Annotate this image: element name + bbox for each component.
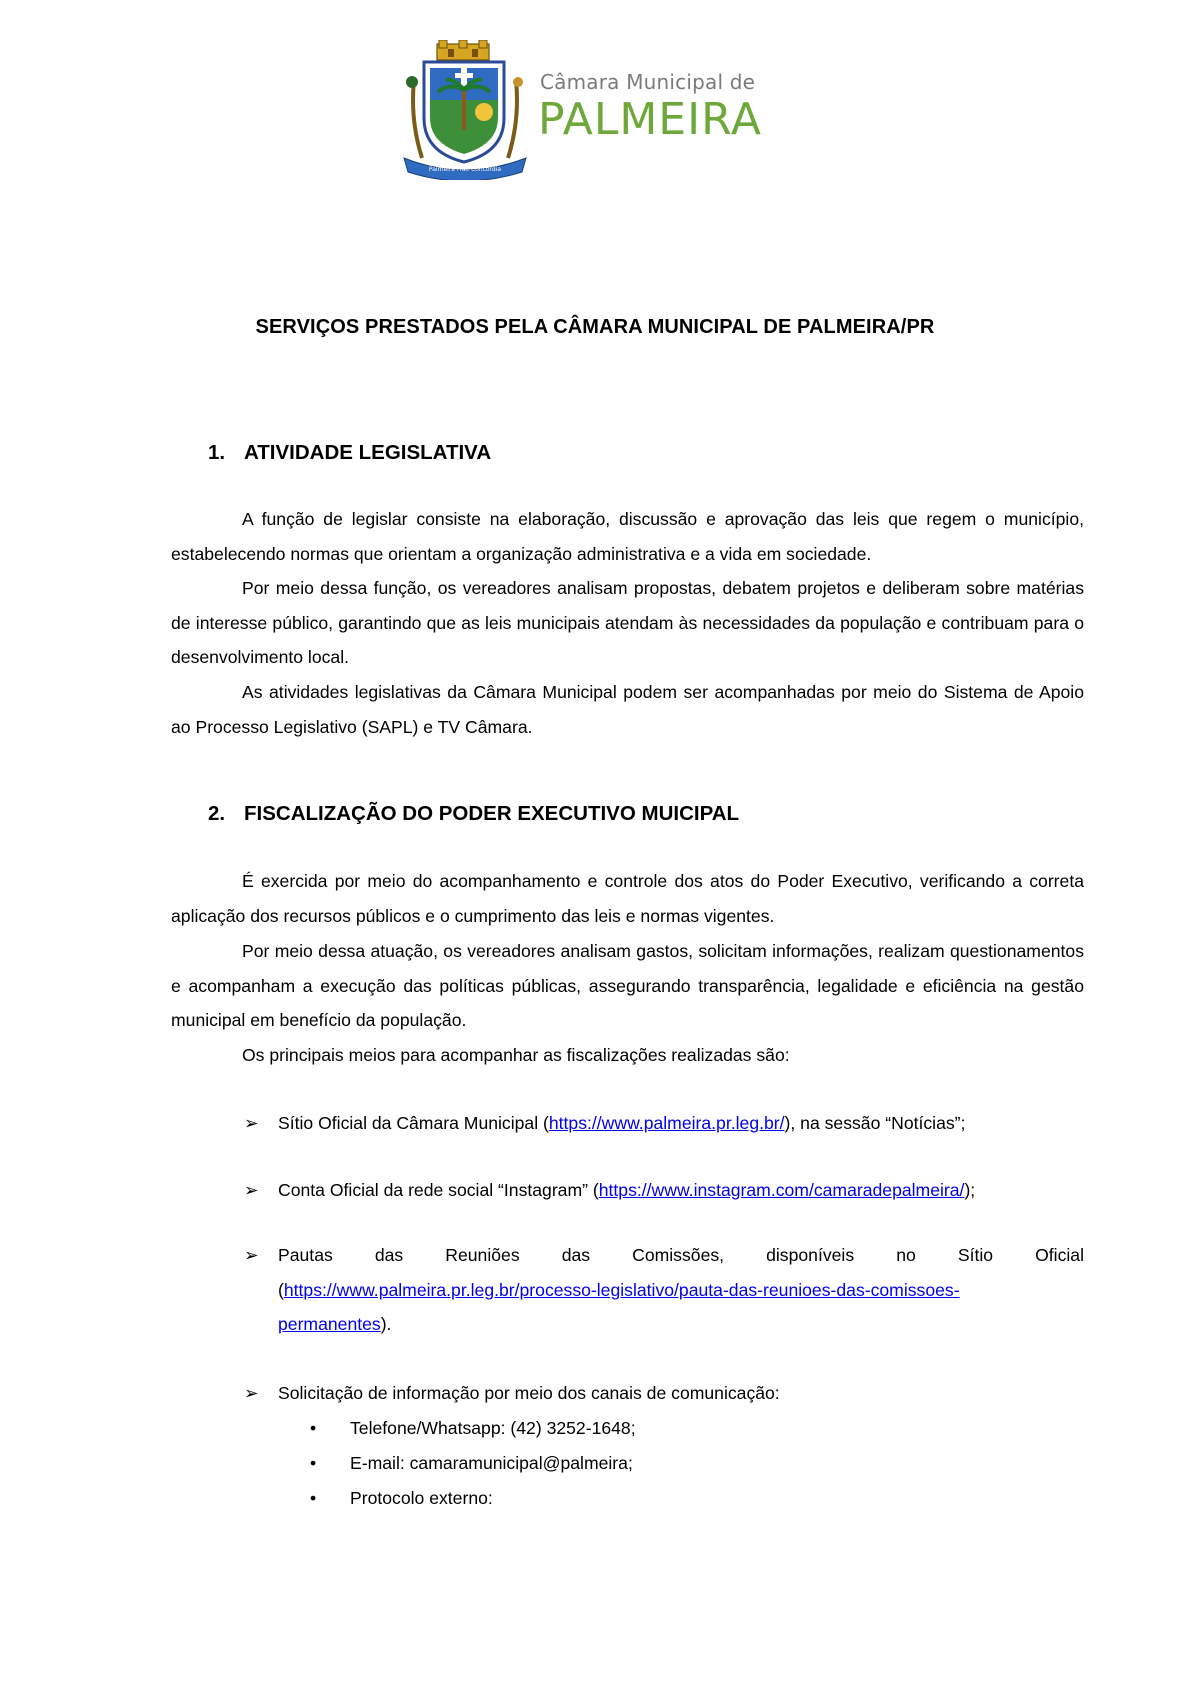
section-title: ATIVIDADE LEGISLATIVA xyxy=(244,441,492,464)
arrowhead-bullet-icon: ➢ xyxy=(244,1180,259,1200)
list-item xyxy=(244,1238,1084,1342)
list-item-text: Conta Oficial da rede social “Instagram” (https://www.instagram.com/camaradepalmeira/); xyxy=(278,1180,976,1200)
paragraph: Por meio dessa função, os vereadores analisam propostas, debatem projetos e deliberam sobre matérias de interesse público, garantindo que as leis municipais atendam às necessidades da população e contribuam para o desenvolvimento local. xyxy=(171,578,1084,667)
list-item-text-continued: (https://www.palmeira.pr.leg.br/processo-legislativo/pauta-das-reunioes-das-comissoes- xyxy=(278,1279,960,1300)
sub-list-item-text: E-mail: camaramunicipal@palmeira; xyxy=(350,1453,633,1473)
document-title: SERVIÇOS PRESTADOS PELA CÂMARA MUNICIPAL DE PALMEIRA/PR xyxy=(255,316,935,338)
paragraph: Por meio dessa atuação, os vereadores analisam gastos, solicitam informações, realizam questionamentos e acompanham a execução das políticas públicas, assegurando transparência, legalidade e eficiência na gestão municipal em benefício da população. xyxy=(171,941,1084,1030)
paragraph: A função de legislar consiste na elaboração, discussão e aprovação das leis que regem o município, estabelecendo normas que orientam a organização administrativa e a vida em sociedade. xyxy=(171,509,1084,564)
arrowhead-bullet-icon: ➢ xyxy=(244,1245,259,1265)
paragraph: É exercida por meio do acompanhamento e controle dos atos do Poder Executivo, verificando a correta aplicação dos recursos públicos e o cumprimento das leis e normas vigentes. xyxy=(171,871,1084,926)
chamber-logo xyxy=(400,40,762,180)
arrowhead-bullet-icon: ➢ xyxy=(244,1383,259,1403)
sub-list-item-text: Protocolo externo: xyxy=(350,1488,493,1508)
section-title: FISCALIZAÇÃO DO PODER EXECUTIVO MUICIPAL xyxy=(244,802,740,825)
coat-of-arms-icon xyxy=(400,40,530,180)
section-heading-1 xyxy=(208,441,491,465)
committee-agenda-link[interactable]: https://www.palmeira.pr.leg.br/processo-legislativo/pauta-das-reunioes-das-comissoes- xyxy=(283,1279,960,1300)
website-link[interactable]: https://www.palmeira.pr.leg.br/ xyxy=(548,1113,785,1133)
sub-list-item-text: Telefone/Whatsapp: (42) 3252-1648; xyxy=(350,1418,636,1438)
round-bullet-icon: • xyxy=(310,1453,317,1473)
crest-motto: Palmeira Fide Concordia xyxy=(428,166,502,173)
committee-agenda-link-cont[interactable]: permanentes xyxy=(278,1314,381,1334)
instagram-link[interactable]: https://www.instagram.com/camaradepalmeira/ xyxy=(598,1180,965,1200)
paragraph: As atividades legislativas da Câmara Municipal podem ser acompanhadas por meio do Sistema de Apoio ao Processo Legislativo (SAPL) e TV Câmara. xyxy=(171,682,1084,737)
brand-subtitle: Câmara Municipal de xyxy=(540,70,756,94)
brand-name: PALMEIRA xyxy=(538,94,762,145)
section-heading-2 xyxy=(208,802,739,826)
list-item-text: Pautas das Reuniões das Comissões, disponíveis no Sítio Oficial xyxy=(278,1245,1084,1265)
round-bullet-icon: • xyxy=(310,1418,317,1438)
list-item-text: Sítio Oficial da Câmara Municipal (https://www.palmeira.pr.leg.br/), na sessão “Notícias”; xyxy=(278,1113,966,1133)
section-number: 1. xyxy=(208,441,226,464)
arrowhead-bullet-icon: ➢ xyxy=(244,1113,259,1133)
list-item-text-continued: permanentes). xyxy=(278,1314,392,1334)
list-item-text: Solicitação de informação por meio dos canais de comunicação: xyxy=(278,1383,780,1403)
paragraph: Os principais meios para acompanhar as fiscalizações realizadas são: xyxy=(242,1045,790,1065)
round-bullet-icon: • xyxy=(310,1488,317,1508)
section-number: 2. xyxy=(208,802,226,825)
